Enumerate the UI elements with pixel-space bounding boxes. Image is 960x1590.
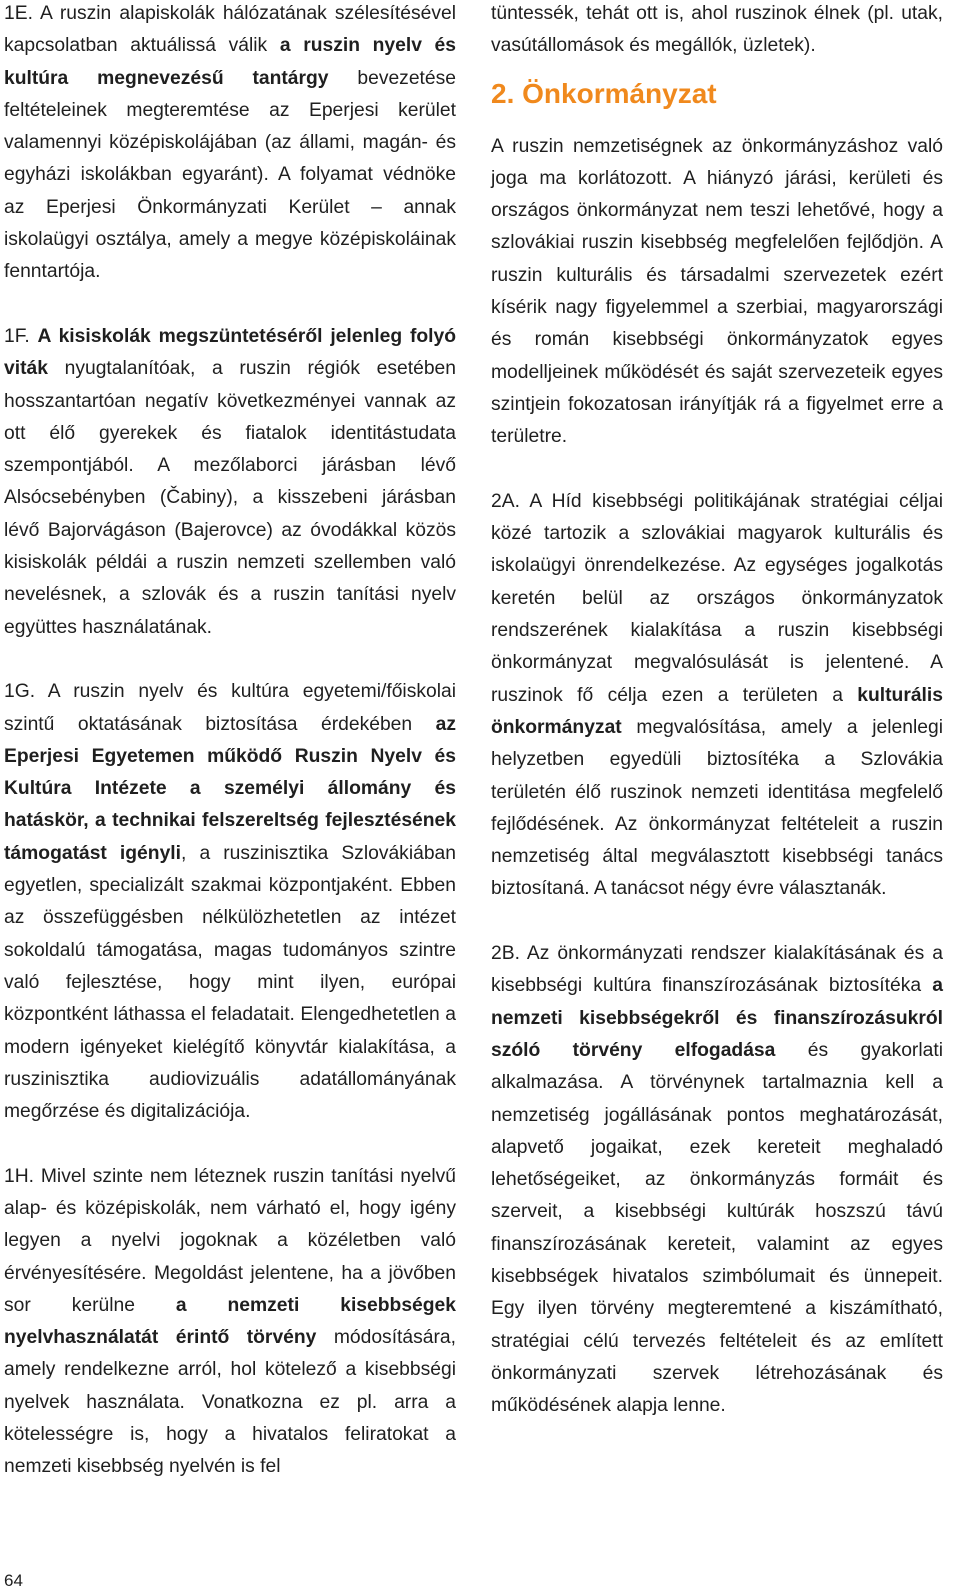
paragraph-continuation: tüntessék, tehát ott is, ahol ruszinok élnek (pl. utak, vasútállomások és megállók, üzletek). bbox=[491, 3, 943, 57]
paragraph-1f: 1F. A kisiskolák megszüntetéséről jelenleg folyó viták nyugtalanítóak, a ruszin régiók esetében hosszantartóan negatív következményei vannak az ott élő gyerekek és fiatalok identitástudata szempontjából. A mezőlaborci járásban lévő Alsócsebényben (Čabiny), a kisszebeni járásban lévő Bajorvágáson (Bajerovce) az óvodákkal közös kisiskolák példái a ruszin nemzeti szellemben való nevelésnek, a szlovák és a ruszin tanítási nyelv együttes használatának. bbox=[4, 325, 456, 638]
emphasis: kulturális önkormányzat bbox=[491, 684, 943, 738]
emphasis: a nemzeti kisebbségekről és finanszírozásukról szóló törvény elfogadása bbox=[491, 975, 943, 1061]
paragraph-1h: 1H. Mivel szinte nem léteznek ruszin tanítási nyelvű alap- és középiskolák, nem várható el, hogy igény legyen a nyelvi jogoknak a közéletben való érvényesítésére. Megoldást jelentene, ha a jövőben sor kerülne a nemzeti kisebbségek nyelvhasználatát érintő törvény módosítására, amely rendelkezne arról, hol kötelező a kisebbségi nyelvek használata. Vonatkozna ez pl. arra a kötelességre is, hogy a hivatalos feliratokat a nemzeti kisebbség nyelvén is fel bbox=[4, 1165, 456, 1478]
emphasis: a ruszin nyelv és kultúra megnevezésű tantárgy bbox=[4, 35, 456, 89]
left-column bbox=[4, 0, 456, 1484]
paragraph-2a: 2A. A Híd kisebbségi politikájának stratégiai céljai közé tartozik a szlovákiai magyarok kulturális és iskolaügyi önrendelkezése. Az egységes jogalkotás keretén belül az országos önkormányzatok rendszerének kialakítása a ruszin kisebbségi önkormányzat megvalósulását is jelentené. A ruszinok fő célja ezen a területen a kulturális önkormányzat megvalósítása, amely a jelenlegi helyzetben egyedüli biztosítéka a Szlovákia területén élő ruszinok nemzeti identitása megfelelő fejlődésének. Az önkormányzat feltételeit a ruszin nemzetiség által megválasztott kisebbségi tanács biztosítaná. A tanácsot négy évre választanák. bbox=[491, 490, 943, 900]
right-column bbox=[491, 0, 943, 1422]
paragraph-2: A ruszin nemzetiségnek az önkormányzáshoz való joga ma korlátozott. A hiányzó járási, kerületi és országos önkormányzat nem teszi lehetővé, hogy a szlovákiai ruszin kisebbség megfelelően fejlődjön. A ruszin kulturális és társadalmi szervezetek ezért kísérik nagy figyelemmel a szerbiai, magyarországi és román kisebbségi önkormányzatok egyes modelljeinek működését és saját szervezeteik egyes szintjein fokozatosan irányítják rá a figyelmet erre a területre. bbox=[491, 135, 943, 448]
page-number: 64 bbox=[4, 1571, 23, 1590]
emphasis: az Eperjesi Egyetemen működő Ruszin Nyelv és Kultúra Intézete a személyi állomány és hatáskör, a technikai felszereltség fejlesztésének támogatást igényli bbox=[4, 713, 456, 864]
emphasis: a nemzeti kisebbségek nyelvhasználatát érintő törvény bbox=[4, 1294, 456, 1349]
paragraph-1g: 1G. A ruszin nyelv és kultúra egyetemi/főiskolai szintű oktatásának biztosítása érdekében az Eperjesi Egyetemen működő Ruszin Nyelv és Kultúra Intézete a személyi állomány és hatáskör, a technikai felszereltség fejlesztésének támogatást igényli, a ruszinisztika Szlovákiában egyetlen, specializált szakmai központjaként. Ebben az összefüggésben nélkülözhetetlen az intézet sokoldalú támogatása, magas tudományos szintre való fejlesztése, hogy mint ilyen, európai központként láthassa el feladatait. Elengedhetetlen a modern igényeket kielégítő könyvtár kialakítása, a ruszinisztika audiovizuális adatállományának megőrzése és digitalizációja. bbox=[4, 681, 457, 1123]
paragraph-2b: 2B. Az önkormányzati rendszer kialakításának és a kisebbségi kultúra finanszírozásának biztosítéka a nemzeti kisebbségekről és finanszírozásukról szóló törvény elfogadása és gyakorlati alkalmazása. A törvénynek tartalmaznia kell a nemzetiség jogállásának pontos meghatározását, alapvető jogaikat, ezek kereteit meghaladó lehetőségeiket, az önkormányzás formáit és szerveit, a kisebbségi kultúrák hoszszú távú finanszírozásának kereteit, valamint az egyes kisebbségek hivatalos szimbólumait és ünnepeit. Egy ilyen törvény megteremtené a kiszámítható, stratégiai célú tervezés feltételeit és az említett önkormányzati szervek létrehozásának és működésének alapja lenne. bbox=[491, 943, 943, 1417]
section-heading: 2. Önkormányzat bbox=[491, 77, 717, 109]
paragraph-1e: 1E. A ruszin alapiskolák hálózatának szélesítésével kapcsolatban aktuálissá válik a ruszin nyelv és kultúra megnevezésű tantárgy bevezetése feltételeinek megteremtése az Eperjesi kerület valamennyi középiskolájában (az állami, magán- és egyházi iskolákban egyaránt). A folyamat védnöke az Eperjesi Önkormányzati Kerület – annak iskolaügyi osztálya, amely a megye középiskoláinak fenntartója. bbox=[4, 3, 456, 283]
emphasis: A kisiskolák megszüntetéséről jelenleg folyó viták bbox=[4, 325, 456, 380]
